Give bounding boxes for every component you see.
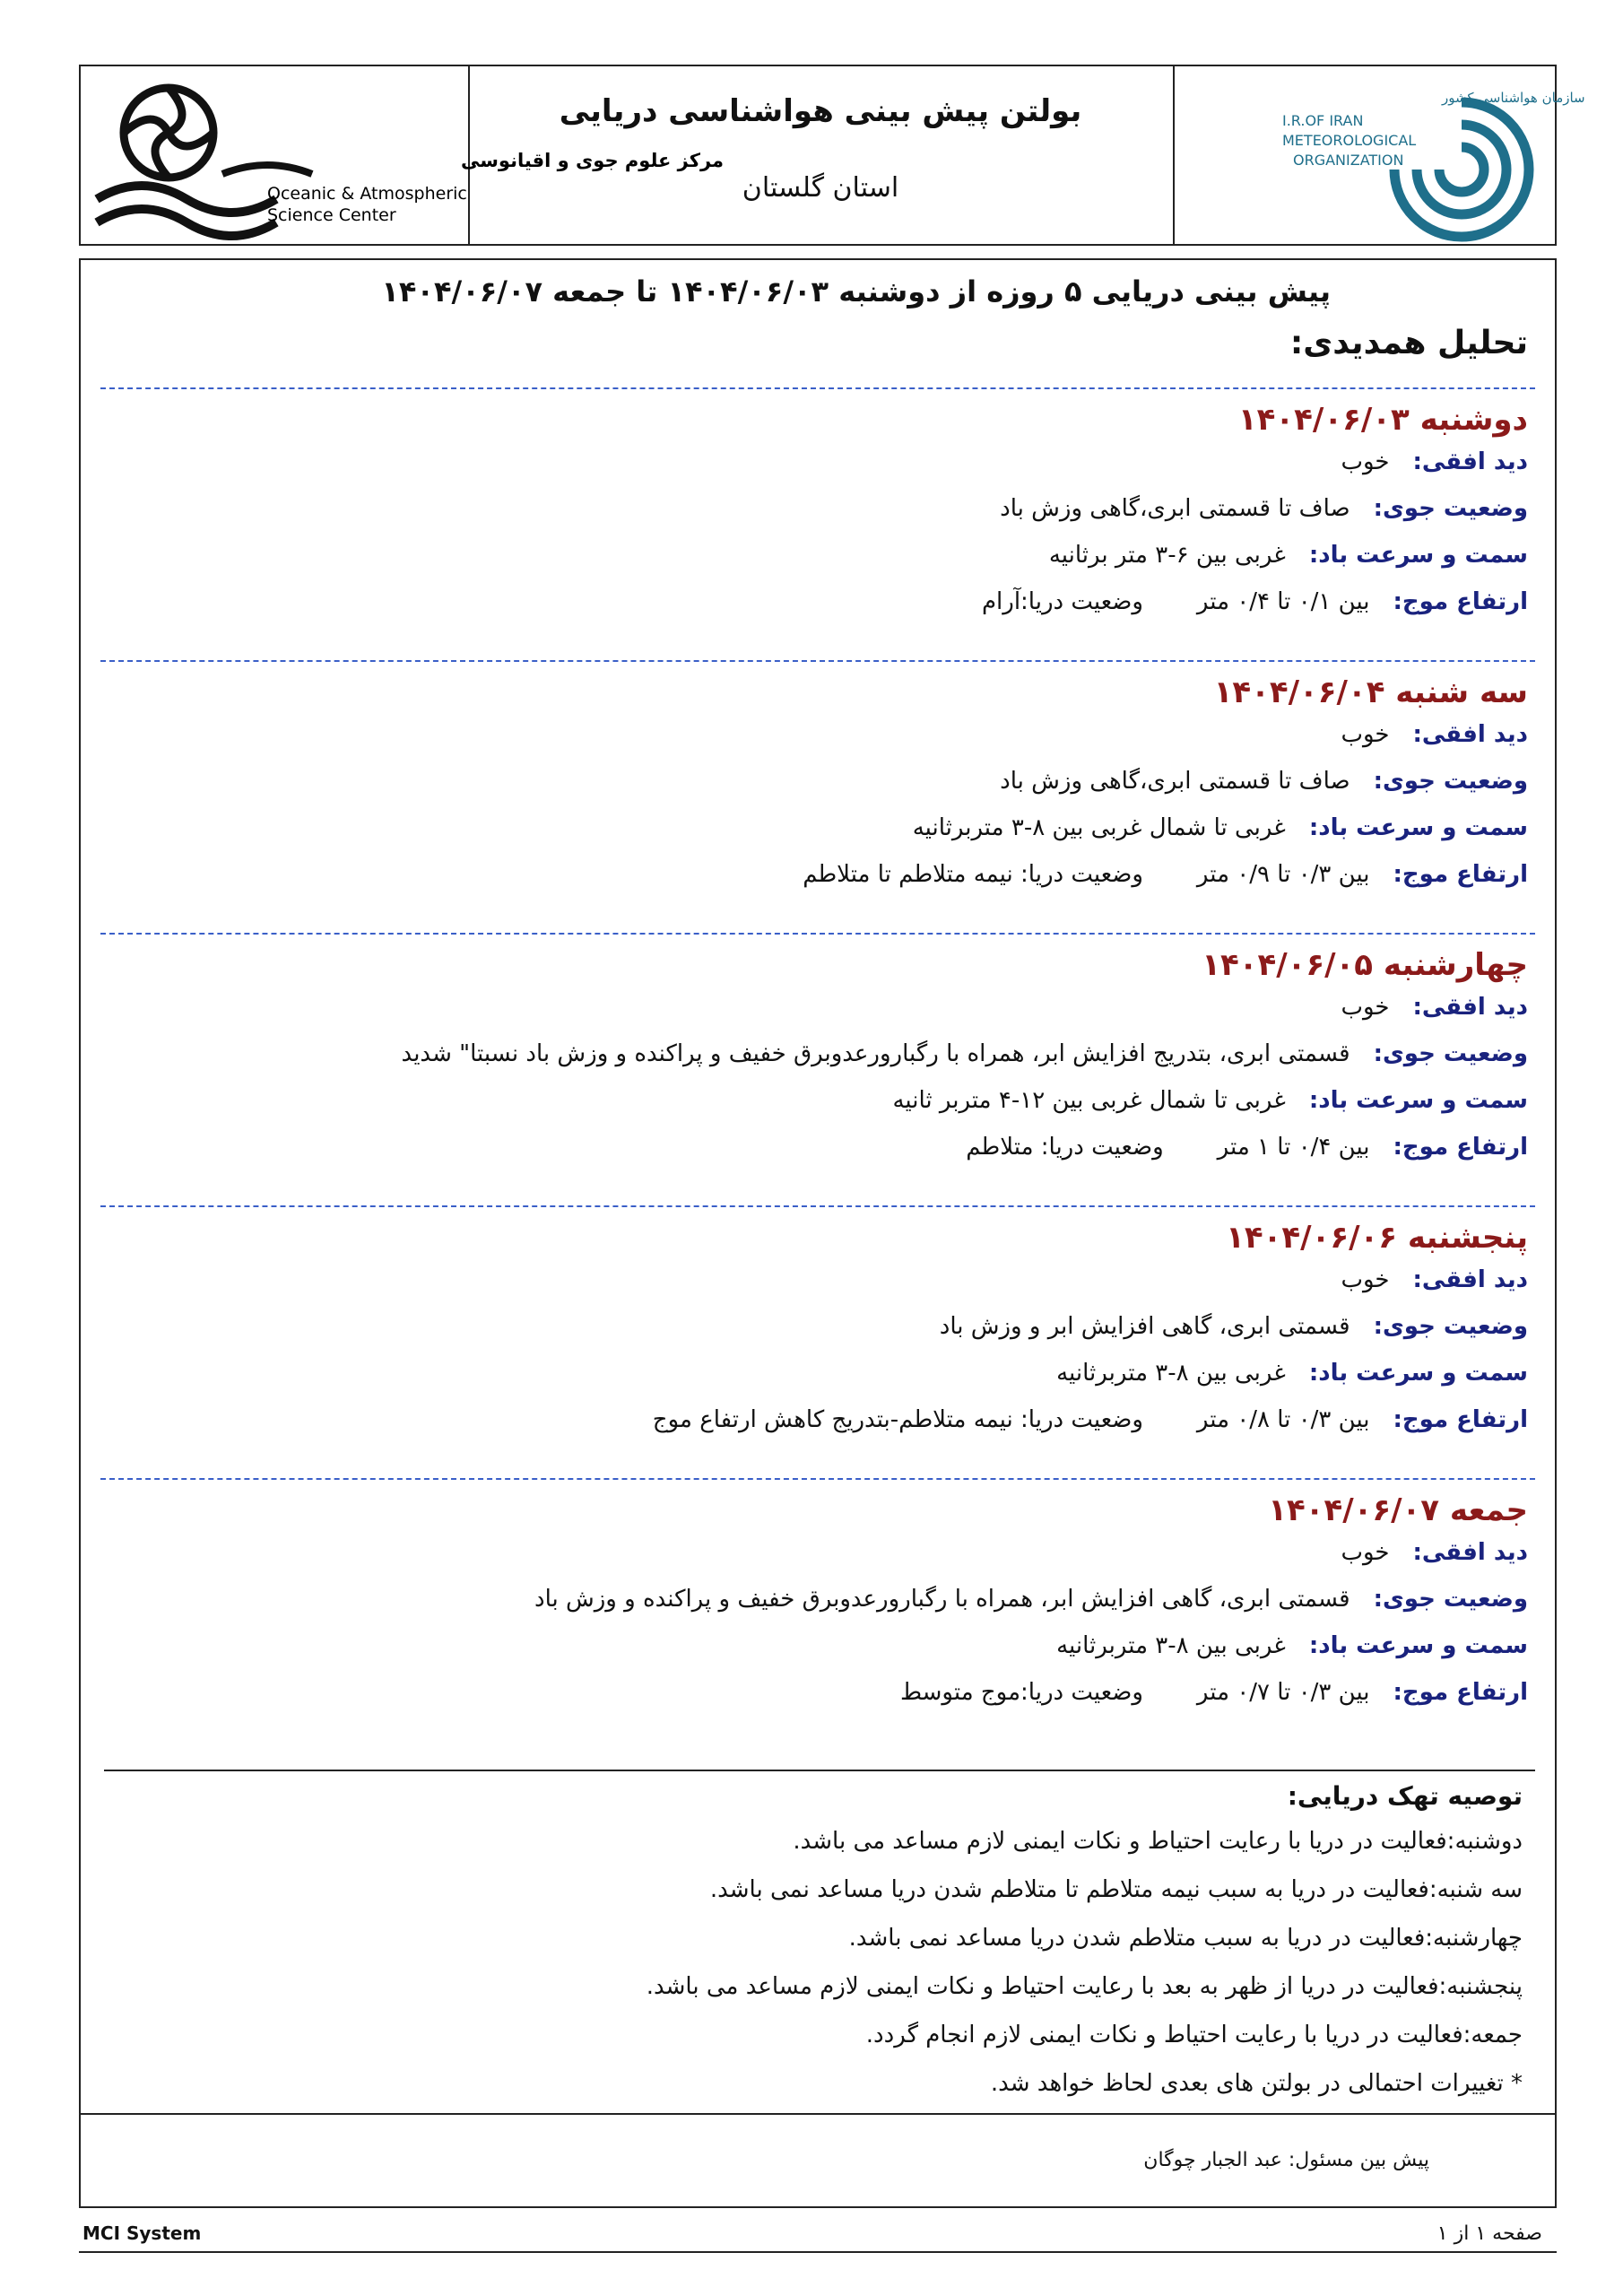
oasc-logo-fa: مرکز علوم جوی و اقیانوسی [461,150,725,171]
wind-label: سمت و سرعت باد: [1308,814,1528,841]
bulletin-title: بولتن پیش بینی هواشناسی دریایی [559,93,1082,129]
visibility-label: دید افقی: [1412,994,1528,1021]
marine-advice-heading: توصیه تهک دریایی: [1287,1781,1523,1811]
visibility-value: خوب [1341,1266,1390,1293]
forecaster-name: پیش بین مسئول: عبد الجبار چوگان [1143,2149,1429,2171]
wind-row [108,814,1528,861]
wind-value: غربی بین ۸-۳ متربرثانیه [1056,1360,1286,1387]
synoptic-analysis-heading: تحلیل همدیدی: [1289,325,1528,361]
page-number: صفحه ۱ از ۱ [1436,2222,1542,2245]
day-title: سه شنبه ۱۴۰۴/۰۶/۰۴ [1213,674,1528,710]
oasc-logo-line1: Oceanic & Atmospheric [267,184,467,204]
dashed-separator [100,387,1535,389]
wave-value: بین ۰/۴ تا ۱ متر [1217,1134,1370,1161]
advice-item: دوشنبه:فعالیت در دریا با رعایت احتیاط و نکات ایمنی لازم مساعد می باشد. [793,1828,1523,1855]
weather-label: وضعیت جوی: [1373,1313,1528,1340]
advice-item: پنجشنبه:فعالیت در دریا از ظهر به بعد با رعایت احتیاط و نکات ایمنی لازم مساعد می باشد. [646,1973,1523,2000]
weather-value: صاف تا قسمتی ابری،گاهی وزش باد [1000,768,1350,795]
day-title: چهارشنبه ۱۴۰۴/۰۶/۰۵ [1202,947,1528,983]
sea-state-value: وضعیت دریا:موج متوسط [899,1679,1143,1706]
weather-label: وضعیت جوی: [1373,495,1528,522]
wave-value: بین ۰/۳ تا ۰/۸ متر [1196,1406,1370,1433]
day-title: جمعه ۱۴۰۴/۰۶/۰۷ [1268,1492,1528,1528]
weather-row [108,495,1528,542]
wind-value: غربی بین ۶-۳ متر برثانیه [1048,542,1286,569]
irimo-logo-line1: I.R.OF IRAN [1282,112,1364,129]
visibility-row [108,721,1528,768]
header-divider-right [1173,66,1175,244]
forecast-body [79,258,1557,2115]
day-forecast-friday [108,1492,1528,1726]
advice-separator [104,1770,1535,1771]
visibility-row [108,448,1528,495]
visibility-row [108,1266,1528,1313]
visibility-label: دید افقی: [1412,1266,1528,1293]
wave-value: بین ۰/۱ تا ۰/۴ متر [1196,588,1370,615]
dashed-separator [100,1205,1535,1207]
irimo-logo-line3: ORGANIZATION [1293,152,1404,169]
wave-row [108,861,1528,908]
wave-label: ارتفاع موج: [1393,1679,1528,1706]
wave-label: ارتفاع موج: [1393,861,1528,888]
advice-item: چهارشنبه:فعالیت در دریا به سبب متلاطم شدن دریا مساعد نمی باشد. [848,1925,1523,1952]
weather-row [108,1586,1528,1632]
weather-row [108,1313,1528,1360]
day-forecast-thursday [108,1220,1528,1453]
weather-row [108,768,1528,814]
wind-row [108,542,1528,588]
weather-label: وضعیت جوی: [1373,768,1528,795]
visibility-value: خوب [1341,721,1390,748]
day-title: دوشنبه ۱۴۰۴/۰۶/۰۳ [1237,402,1528,438]
wave-label: ارتفاع موج: [1393,1406,1528,1433]
irimo-logo-line2: METEOROLOGICAL [1282,132,1417,149]
bulletin-header [79,65,1585,246]
wave-label: ارتفاع موج: [1393,588,1528,615]
signature-box [79,2113,1557,2208]
dashed-separator [100,660,1535,662]
wave-label: ارتفاع موج: [1393,1134,1528,1161]
wind-label: سمت و سرعت باد: [1308,1632,1528,1659]
wind-label: سمت و سرعت باد: [1308,542,1528,569]
advice-item: سه شنبه:فعالیت در دریا به سبب نیمه متلاطم تا متلاطم شدن دریا مساعد نمی باشد. [709,1876,1523,1903]
wave-row [108,588,1528,635]
wave-row [108,1134,1528,1180]
visibility-value: خوب [1341,1539,1390,1566]
system-name: MCI System [82,2222,202,2244]
day-forecast-wednesday [108,947,1528,1180]
day-forecast-monday [108,402,1528,635]
wind-value: غربی بین ۸-۳ متربرثانیه [1056,1632,1286,1659]
advice-item: جمعه:فعالیت در دریا با رعایت احتیاط و نکات ایمنی لازم انجام گردد. [865,2022,1523,2048]
irimo-logo [1193,75,1585,237]
wind-label: سمت و سرعت باد: [1308,1087,1528,1114]
wave-row [108,1679,1528,1726]
weather-row [108,1040,1528,1087]
oasc-logo [88,74,725,240]
weather-label: وضعیت جوی: [1373,1040,1528,1067]
wave-row [108,1406,1528,1453]
sea-state-value: وضعیت دریا: نیمه متلاطم-بتدریج کاهش ارتفاع موج [652,1406,1143,1433]
visibility-label: دید افقی: [1412,448,1528,475]
day-forecast-tuesday [108,674,1528,908]
oasc-logo-line2: Science Center [267,205,396,225]
dashed-separator [100,933,1535,935]
advice-note: * تغییرات احتمالی در بولتن های بعدی لحاظ خواهد شد. [990,2070,1523,2097]
visibility-row [108,1539,1528,1586]
visibility-row [108,994,1528,1040]
footer-line [79,2251,1557,2253]
dashed-separator [100,1478,1535,1480]
wind-value: غربی تا شمال غربی بین ۸-۳ متربرثانیه [912,814,1286,841]
weather-value: قسمتی ابری، گاهی افزایش ابر، همراه با رگبارورعدوبرق خفیف و پراکنده و وزش باد [534,1586,1350,1613]
wind-row [108,1360,1528,1406]
forecast-period-title: پیش بینی دریایی ۵ روزه از دوشنبه ۱۴۰۴/۰۶/۰۳ تا جمعه ۱۴۰۴/۰۶/۰۷ [381,274,1331,309]
weather-value: قسمتی ابری، بتدریج افزایش ابر، همراه با رگبارورعدوبرق خفیف و پراکنده و وزش باد نسبتا" شدید [401,1040,1350,1067]
wind-label: سمت و سرعت باد: [1308,1360,1528,1387]
irimo-logo-fa: سازمان هواشناسی کشور [1442,90,1585,106]
wind-row [108,1087,1528,1134]
wave-value: بین ۰/۳ تا ۰/۷ متر [1196,1679,1370,1706]
visibility-label: دید افقی: [1412,721,1528,748]
province-name: استان گلستان [742,172,899,204]
marine-advice-list [647,1828,1523,2118]
weather-value: قسمتی ابری، گاهی افزایش ابر و وزش باد [939,1313,1350,1340]
sea-state-value: وضعیت دریا: متلاطم [966,1134,1164,1161]
day-title: پنجشنبه ۱۴۰۴/۰۶/۰۶ [1226,1220,1528,1256]
weather-value: صاف تا قسمتی ابری،گاهی وزش باد [1000,495,1350,522]
visibility-value: خوب [1341,448,1390,475]
sea-state-value: وضعیت دریا: نیمه متلاطم تا متلاطم [803,861,1143,888]
wind-value: غربی تا شمال غربی بین ۱۲-۴ متربر ثانیه [892,1087,1286,1114]
visibility-value: خوب [1341,994,1390,1021]
sea-state-value: وضعیت دریا:آرام [981,588,1143,615]
wave-value: بین ۰/۳ تا ۰/۹ متر [1196,861,1370,888]
weather-label: وضعیت جوی: [1373,1586,1528,1613]
visibility-label: دید افقی: [1412,1539,1528,1566]
wind-row [108,1632,1528,1679]
